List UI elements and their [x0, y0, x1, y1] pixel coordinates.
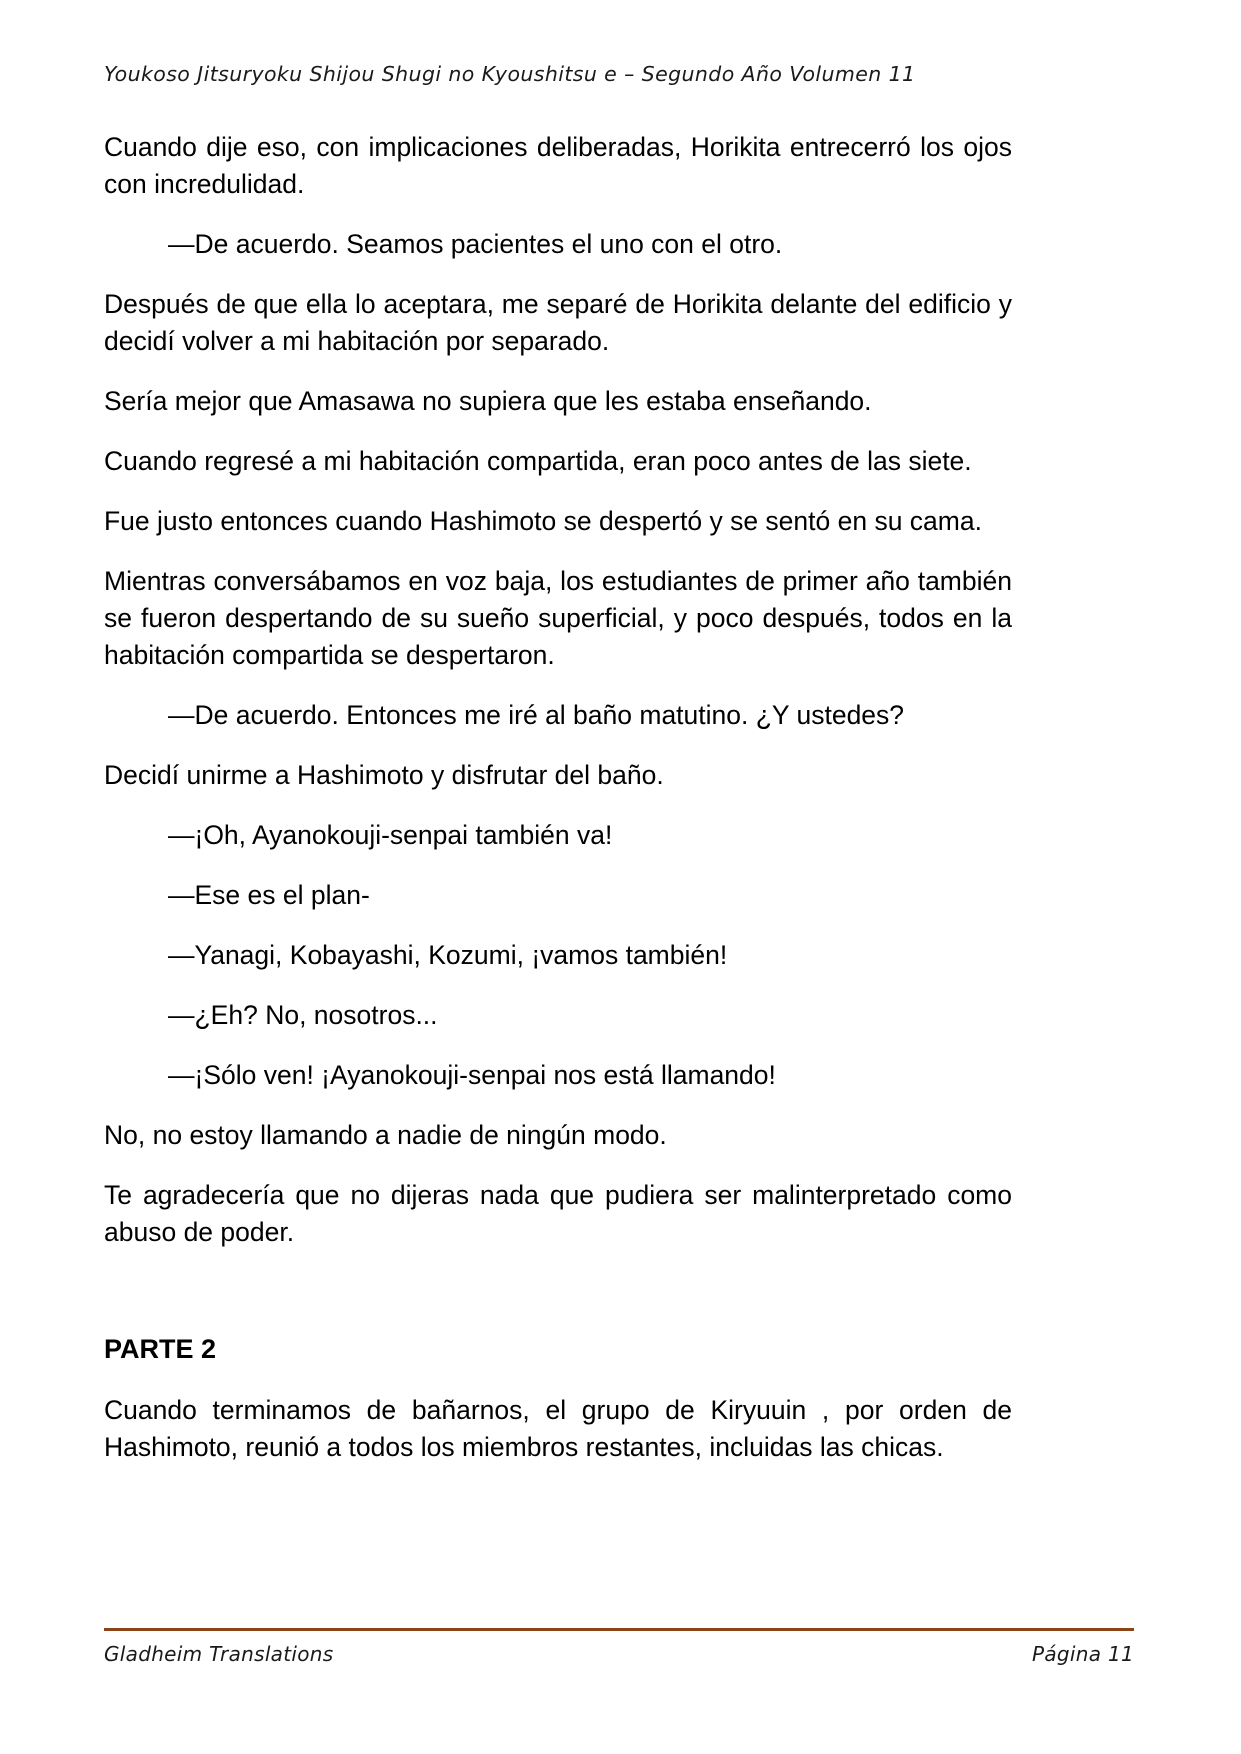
- paragraph-closing: Cuando terminamos de bañarnos, el grupo de Kiryuuin , por orden de Hashimoto, reunió a todos los miembros restantes, incluidas las chicas.: [104, 1395, 1012, 1462]
- dialogue-line-p11: —Ese es el plan-: [168, 880, 370, 910]
- dialogue-line-p13: —¿Eh? No, nosotros...: [168, 1000, 438, 1030]
- section-spacer: [104, 1274, 1012, 1332]
- paragraph-p15: No, no estoy llamando a nadie de ningún modo.: [104, 1120, 667, 1150]
- paragraph-p3: Después de que ella lo aceptara, me separé de Horikita delante del edificio y decidí volver a mi habitación por separado.: [104, 289, 1012, 356]
- paragraph-p1: Cuando dije eso, con implicaciones deliberadas, Horikita entrecerró los ojos con incredulidad.: [104, 132, 1012, 199]
- dialogue-line-p8: —De acuerdo. Entonces me iré al baño matutino. ¿Y ustedes?: [168, 700, 905, 730]
- footer-row: [104, 1642, 1134, 1666]
- paragraph-p4: Sería mejor que Amasawa no supiera que les estaba enseñando.: [104, 386, 872, 416]
- footer-page-number: Página 11: [1031, 1642, 1134, 1666]
- dialogue-line-p14: —¡Sólo ven! ¡Ayanokouji-senpai nos está llamando!: [168, 1060, 776, 1090]
- section-heading-parte-2: PARTE 2: [104, 1334, 217, 1364]
- dialogue-line-p10: —¡Oh, Ayanokouji-senpai también va!: [168, 820, 613, 850]
- paragraph-p7: Mientras conversábamos en voz baja, los estudiantes de primer año también se fueron despertando de su sueño superficial, y poco después, todos en la habitación compartida se despertaron.: [104, 566, 1012, 670]
- footer-divider-rule: [104, 1628, 1134, 1631]
- document-body: [104, 129, 1012, 1489]
- page-footer: [104, 1628, 1134, 1666]
- dialogue-line-p12: —Yanagi, Kobayashi, Kozumi, ¡vamos también!: [168, 940, 728, 970]
- paragraph-p6: Fue justo entonces cuando Hashimoto se despertó y se sentó en su cama.: [104, 506, 982, 536]
- footer-translator-credit: Gladheim Translations: [104, 1642, 334, 1666]
- dialogue-line-p2: —De acuerdo. Seamos pacientes el uno con el otro.: [168, 229, 783, 259]
- paragraph-p16: Te agradecería que no dijeras nada que pudiera ser malinterpretado como abuso de poder.: [104, 1180, 1012, 1247]
- paragraph-p5: Cuando regresé a mi habitación compartida, eran poco antes de las siete.: [104, 446, 972, 476]
- paragraph-p9: Decidí unirme a Hashimoto y disfrutar del baño.: [104, 760, 664, 790]
- running-header-title: Youkoso Jitsuryoku Shijou Shugi no Kyoushitsu e – Segundo Año Volumen 11: [104, 62, 916, 86]
